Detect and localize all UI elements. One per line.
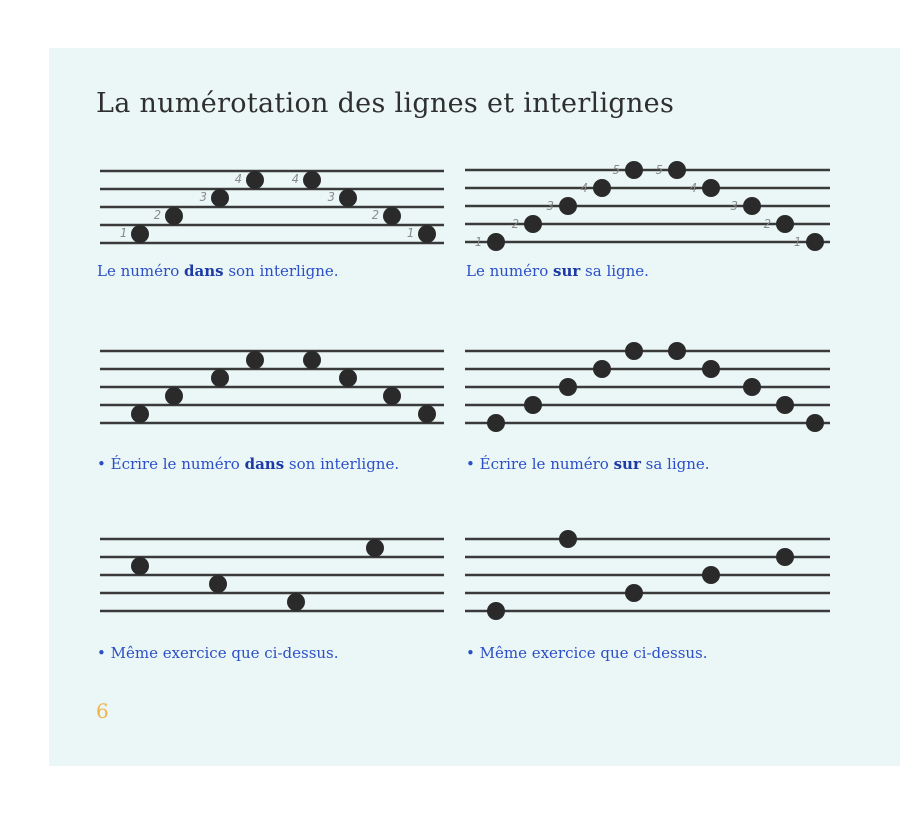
staff-sur-numbered — [465, 161, 830, 251]
caption-free-exercise-left: • Même exercice que ci-dessus. — [97, 644, 339, 662]
note — [593, 360, 611, 378]
note-number-label: 2 — [153, 208, 161, 222]
note — [131, 405, 149, 423]
note — [524, 396, 542, 414]
note — [131, 557, 149, 575]
note-number-label: 1 — [793, 235, 801, 249]
note-number-label: 1 — [474, 235, 482, 249]
note — [806, 414, 824, 432]
note — [383, 207, 401, 225]
caption-free-exercise-right: • Même exercice que ci-dessus. — [466, 644, 708, 662]
note-number-label: 3 — [546, 199, 554, 213]
note — [702, 566, 720, 584]
note — [287, 593, 305, 611]
note — [418, 225, 436, 243]
note — [806, 233, 824, 251]
note-number-label: 2 — [763, 217, 771, 231]
note — [668, 342, 686, 360]
caption-dans-numbered: Le numéro dans son interligne. — [97, 262, 339, 280]
note — [487, 233, 505, 251]
note-number-label: 5 — [612, 163, 620, 177]
caption-dans-exercise: • Écrire le numéro dans son interligne. — [97, 455, 400, 473]
note — [702, 360, 720, 378]
note — [246, 171, 264, 189]
note — [418, 405, 436, 423]
note — [668, 161, 686, 179]
note — [625, 584, 643, 602]
note — [776, 396, 794, 414]
note — [211, 189, 229, 207]
page-number: 6 — [96, 699, 109, 723]
note-number-label: 1 — [119, 226, 127, 240]
note — [165, 207, 183, 225]
note — [209, 575, 227, 593]
note — [131, 225, 149, 243]
note — [303, 351, 321, 369]
note — [366, 539, 384, 557]
note-number-label: 3 — [730, 199, 738, 213]
note — [776, 548, 794, 566]
caption-sur-exercise: • Écrire le numéro sur sa ligne. — [466, 455, 710, 473]
note-number-label: 4 — [689, 181, 697, 195]
note-number-label: 3 — [327, 190, 335, 204]
note-number-label: 3 — [199, 190, 207, 204]
caption-sur-numbered: Le numéro sur sa ligne. — [466, 262, 649, 280]
note — [339, 369, 357, 387]
note-number-label: 1 — [406, 226, 414, 240]
note — [776, 215, 794, 233]
note-number-label: 4 — [234, 172, 242, 186]
staff-dans-exercise — [100, 351, 444, 423]
note-number-label: 5 — [655, 163, 663, 177]
note — [559, 197, 577, 215]
note — [487, 414, 505, 432]
note — [625, 342, 643, 360]
staff-sur-free-exercise — [465, 530, 830, 620]
note — [339, 189, 357, 207]
note — [303, 171, 321, 189]
note — [246, 351, 264, 369]
note — [702, 179, 720, 197]
note — [211, 369, 229, 387]
note — [165, 387, 183, 405]
note — [743, 197, 761, 215]
staff-sur-exercise — [465, 342, 830, 432]
staff-dans-free-exercise — [100, 539, 444, 611]
note — [383, 387, 401, 405]
note — [559, 530, 577, 548]
note — [524, 215, 542, 233]
note-number-label: 2 — [371, 208, 379, 222]
staff-dans-numbered — [100, 171, 444, 243]
page-title: La numérotation des lignes et interlignes — [96, 88, 675, 119]
note — [625, 161, 643, 179]
note — [593, 179, 611, 197]
note — [559, 378, 577, 396]
note-number-label: 4 — [580, 181, 588, 195]
note — [487, 602, 505, 620]
note-number-label: 2 — [511, 217, 519, 231]
note-number-label: 4 — [291, 172, 299, 186]
note — [743, 378, 761, 396]
